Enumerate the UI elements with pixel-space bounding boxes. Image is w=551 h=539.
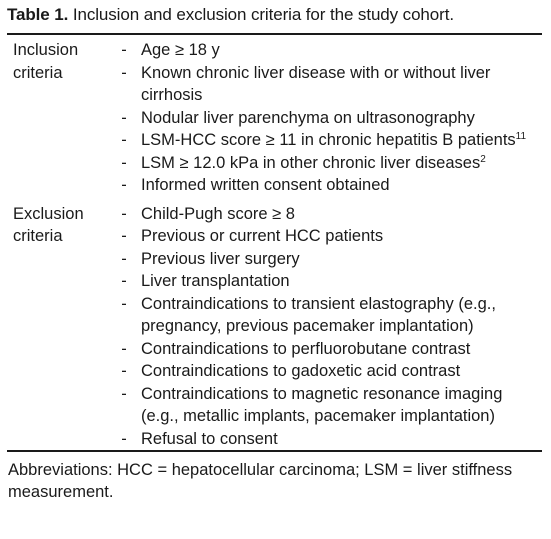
exclusion-item-text: Child-Pugh score ≥ 8 [141,204,295,223]
inclusion-item [117,152,538,175]
exclusion-item-text: Contraindications to transient elastography (e.g., pregnancy, previous pacemaker implantation) [141,294,496,335]
inclusion-label [7,34,117,197]
inclusion-item-text: LSM-HCC score ≥ 11 in chronic hepatitis B patients [141,131,516,149]
reference-superscript: 2 [480,153,486,165]
list-dash: - [121,153,127,172]
list-dash: - [121,227,127,245]
list-dash: - [121,272,127,290]
exclusion-item [117,338,538,361]
exclusion-label-line2: criteria [13,227,63,245]
list-dash: - [121,429,127,448]
list-dash: - [121,384,127,403]
exclusion-item [117,293,538,338]
inclusion-label-line1: Inclusion [13,41,79,59]
table-caption-text: Inclusion and exclusion criteria for the study cohort. [72,5,454,24]
list-dash: - [121,176,127,194]
exclusion-item [117,203,538,226]
exclusion-item [117,383,538,428]
criteria-table [7,33,542,452]
exclusion-list [117,203,538,451]
exclusion-item [117,270,538,293]
list-dash: - [121,339,127,358]
list-dash: - [121,204,127,223]
inclusion-list [117,39,538,197]
inclusion-item [117,174,538,197]
inclusion-item-text: Age ≥ 18 y [141,41,220,59]
list-dash: - [121,294,127,313]
exclusion-item [117,428,538,451]
exclusion-item-text: Contraindications to magnetic resonance imaging (e.g., metallic implants, pacemaker implantation) [141,384,503,425]
inclusion-item-text: LSM ≥ 12.0 kPa in other chronic liver diseases [141,153,481,172]
inclusion-items-cell [117,34,542,197]
list-dash: - [121,362,127,380]
exclusion-item-text: Previous or current HCC patients [141,227,384,245]
inclusion-item [117,129,538,152]
exclusion-item-text: Previous liver surgery [141,249,300,268]
inclusion-label-line2: criteria [13,63,63,82]
table-caption [7,4,542,26]
list-dash: - [121,108,127,127]
inclusion-item-text: Known chronic liver disease with or without liver cirrhosis [141,63,491,104]
inclusion-item-text: Nodular liver parenchyma on ultrasonography [141,108,475,127]
exclusion-item [117,248,538,271]
inclusion-row [7,34,542,197]
inclusion-item-text: Informed written consent obtained [141,176,390,194]
exclusion-row [7,197,542,452]
exclusion-item-text: Refusal to consent [141,429,278,448]
exclusion-item-text: Liver transplantation [141,272,290,290]
list-dash: - [121,249,127,268]
exclusion-item-text: Contraindications to gadoxetic acid contrast [141,362,461,380]
list-dash: - [121,41,127,59]
inclusion-item [117,62,538,107]
reference-superscript: 11 [515,131,527,142]
table-footnote: Abbreviations: HCC = hepatocellular carcinoma; LSM = liver stiffness measurement. [8,461,513,501]
list-dash: - [121,131,127,149]
exclusion-item-text: Contraindications to perfluorobutane contrast [141,339,471,358]
exclusion-item [117,360,538,383]
inclusion-item [117,107,538,130]
inclusion-item [117,39,538,62]
table-caption-label: Table 1. [7,5,69,24]
exclusion-item [117,225,538,248]
exclusion-label [7,197,117,452]
exclusion-label-line1: Exclusion [13,204,84,223]
exclusion-items-cell [117,197,542,452]
list-dash: - [121,63,127,82]
